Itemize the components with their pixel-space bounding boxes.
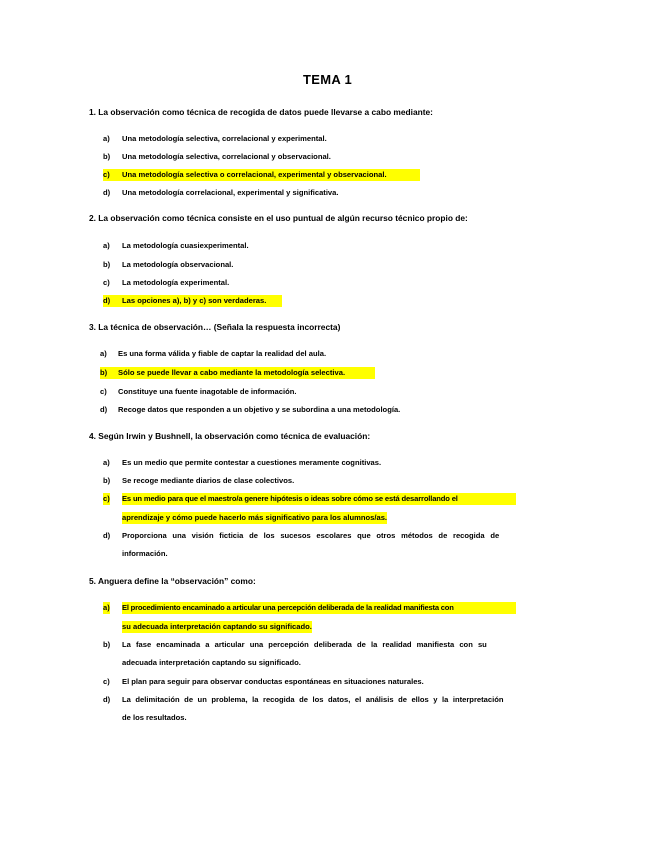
option-text: Recoge datos que responden a un objetivo y se subordina a una metodología. xyxy=(118,405,401,414)
option-text-line-2: aprendizaje y cómo puede hacerlo más significativo para los alumnos/as. xyxy=(122,513,388,522)
option-text-line-1: Es un medio para que el maestro/a genere hipótesis o ideas sobre cómo se está desarrollando el xyxy=(122,493,516,505)
question-3-option-b xyxy=(100,367,375,379)
question-5-option-b xyxy=(103,639,516,671)
option-letter: b) xyxy=(103,260,111,269)
option-text: Es una forma válida y fiable de captar la realidad del aula. xyxy=(118,349,327,358)
option-text-line-2: su adecuada interpretación captando su significado. xyxy=(122,622,312,631)
option-letter: d) xyxy=(100,405,108,414)
question-5-option-d xyxy=(103,694,516,726)
option-text: Las opciones a), b) y c) son verdaderas. xyxy=(122,296,267,305)
option-text: La metodología observacional. xyxy=(122,260,234,269)
option-text-line-1: El procedimiento encaminado a articular una percepción deliberada de la realidad manifiesta con xyxy=(122,602,516,614)
option-letter: b) xyxy=(103,152,111,161)
option-text: Una metodología selectiva, correlacional y observacional. xyxy=(122,152,331,161)
option-text: El plan para seguir para observar conductas espontáneas en situaciones naturales. xyxy=(122,677,424,686)
question-5-option-a xyxy=(103,602,516,634)
option-letter: d) xyxy=(103,531,111,540)
option-letter: c) xyxy=(103,170,110,179)
option-letter: a) xyxy=(103,603,110,612)
option-text-line-1: La fase encaminada a articular una percepción deliberada de la realidad manifiesta con su xyxy=(122,640,487,649)
question-1: 1. La observación como técnica de recogida de datos puede llevarse a cabo mediante: xyxy=(89,107,433,117)
option-text-line-2: información. xyxy=(122,549,168,558)
option-text: Se recoge mediante diarios de clase colectivos. xyxy=(122,476,295,485)
option-letter: a) xyxy=(100,349,107,358)
option-letter: c) xyxy=(100,387,107,396)
option-text: Constituye una fuente inagotable de información. xyxy=(118,387,297,396)
option-letter: a) xyxy=(103,241,110,250)
question-3: 3. La técnica de observación… (Señala la respuesta incorrecta) xyxy=(89,322,341,332)
question-5: 5. Anguera define la “observación” como: xyxy=(89,576,256,586)
option-text-line-1: Proporciona una visión ficticia de los sucesos escolares que otros métodos de recogida de xyxy=(122,531,500,540)
question-1-option-c xyxy=(103,169,420,181)
option-text: La metodología cuasiexperimental. xyxy=(122,241,249,250)
question-4: 4. Según Irwin y Bushnell, la observación como técnica de evaluación: xyxy=(89,431,371,441)
option-text: Una metodología selectiva o correlacional, experimental y observacional. xyxy=(122,170,387,179)
question-4-option-d xyxy=(103,530,516,562)
option-text: Sólo se puede llevar a cabo mediante la metodología selectiva. xyxy=(118,368,346,377)
option-letter: d) xyxy=(103,188,111,197)
option-text: Es un medio que permite contestar a cuestiones meramente cognitivas. xyxy=(122,458,382,467)
option-text-line-2: adecuada interpretación captando su significado. xyxy=(122,658,301,667)
option-text-line-2: de los resultados. xyxy=(122,713,187,722)
option-letter: b) xyxy=(100,368,108,377)
option-text: Una metodología selectiva, correlacional y experimental. xyxy=(122,134,327,143)
option-letter: a) xyxy=(103,458,110,467)
option-text: Una metodología correlacional, experimental y significativa. xyxy=(122,188,339,197)
option-letter: c) xyxy=(103,494,110,503)
option-letter: d) xyxy=(103,296,111,305)
option-letter: d) xyxy=(103,695,111,704)
option-letter: b) xyxy=(103,640,111,649)
option-text-line-1: La delimitación de un problema, la recogida de los datos, el análisis de ellos y la interpretación xyxy=(122,695,504,704)
question-2: 2. La observación como técnica consiste en el uso puntual de algún recurso técnico propio de: xyxy=(89,213,468,223)
option-text: La metodología experimental. xyxy=(122,278,230,287)
option-letter: c) xyxy=(103,677,110,686)
question-4-option-c xyxy=(103,493,516,525)
option-letter: a) xyxy=(103,134,110,143)
page-title: TEMA 1 xyxy=(303,72,352,87)
option-letter: c) xyxy=(103,278,110,287)
option-letter: b) xyxy=(103,476,111,485)
question-2-option-d xyxy=(103,295,282,307)
